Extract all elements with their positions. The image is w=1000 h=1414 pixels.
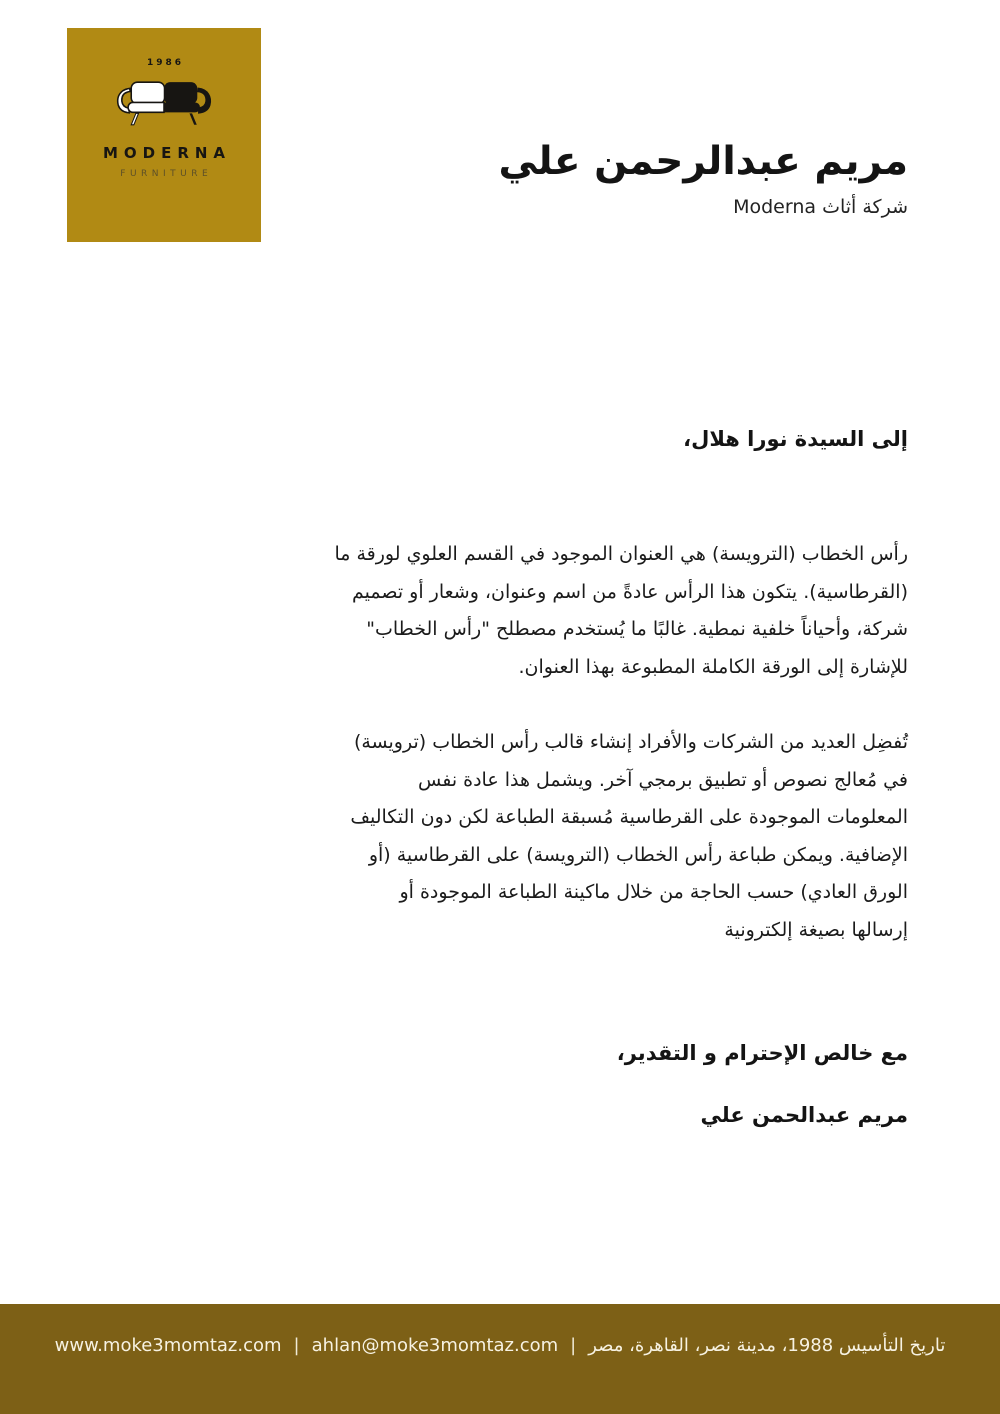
letter-header <box>498 138 908 218</box>
letter-body <box>334 536 908 950</box>
paragraph-line: (القرطاسية). يتكون هذا الرأس عادةً من اسم وعنوان، وشعار أو تصميم <box>351 580 908 603</box>
paragraph-1 <box>334 536 908 686</box>
sender-name: مريم عبدالرحمن علي <box>498 139 908 184</box>
paragraph-line: شركة، وأحياناً خلفية نمطية. غالبًا ما يُستخدم مصطلح "رأس الخطاب" <box>366 618 908 641</box>
logo-brand-name: MODERNA <box>102 144 232 162</box>
sender-company: شركة أثاث Moderna <box>733 195 908 218</box>
sofa-icon <box>112 78 216 130</box>
closing-salutation: مع خالص الإحترام و التقدير، <box>616 1041 908 1065</box>
company-logo <box>67 28 261 242</box>
footer-website: www.moke3momtaz.com <box>54 1334 282 1356</box>
footer-email: ahlan@moke3momtaz.com <box>311 1334 559 1356</box>
paragraph-line: إرسالها بصيغة إلكترونية <box>724 918 908 941</box>
logo-tagline: FURNITURE <box>120 169 213 179</box>
paragraph-line: الورق العادي) حسب الحاجة من خلال ماكينة الطباعة الموجودة أو <box>399 881 908 904</box>
paragraph-2 <box>350 724 908 950</box>
footer-separator: | <box>570 1334 577 1356</box>
footer-address: تاريخ التأسيس 1988، مدينة نصر، القاهرة، مصر <box>588 1334 946 1356</box>
paragraph-line: في مُعالج نصوص أو تطبيق برمجي آخر. ويشمل هذا عادة نفس <box>417 768 908 791</box>
greeting-line: إلى السيدة نورا هلال، <box>683 427 908 451</box>
footer-separator: | <box>293 1334 300 1356</box>
paragraph-line: المعلومات الموجودة على القرطاسية مُسبقة الطباعة لكن دون التكاليف <box>350 806 908 829</box>
paragraph-line: رأس الخطاب (الترويسة) هي العنوان الموجود في القسم العلوي لورقة ما <box>334 543 908 565</box>
logo-year: 1986 <box>146 58 185 68</box>
paragraph-line: تُفضِل العديد من الشركات والأفراد إنشاء قالب رأس الخطاب (ترويسة) <box>353 730 908 753</box>
footer-bar <box>0 1304 1000 1414</box>
signature-name: مريم عبدالحمن علي <box>700 1103 908 1127</box>
paragraph-line: للإشارة إلى الورقة الكاملة المطبوعة بهذا العنوان. <box>518 655 908 678</box>
paragraph-line: الإضافية. ويمكن طباعة رأس الخطاب (الترويسة) على القرطاسية (أو <box>368 843 908 866</box>
